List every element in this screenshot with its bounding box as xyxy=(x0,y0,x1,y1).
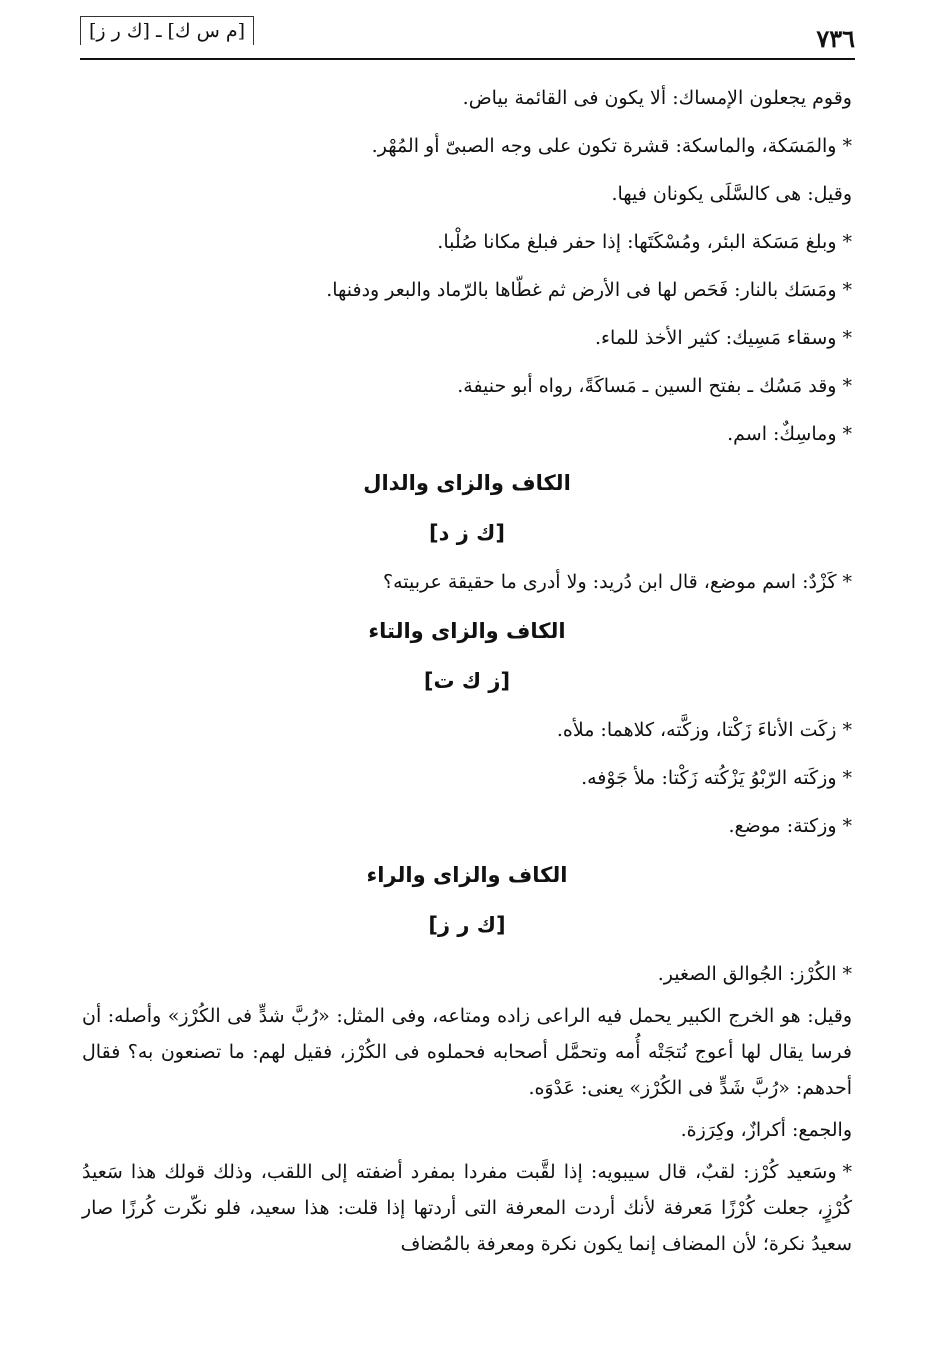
entry-marker-icon: * xyxy=(842,719,852,741)
entry-line xyxy=(82,170,852,218)
root-heading: [ك ر ز] xyxy=(428,913,506,937)
entry-line xyxy=(82,802,852,850)
entry-marker-icon: * xyxy=(842,963,852,985)
entry-line xyxy=(82,558,852,606)
entry-text: ومَسَك بالنار: فَحَص لها فى الأرض ثم غطّاها بالرّماد والبعر ودفنها. xyxy=(326,279,837,301)
entry-text: وماسِكٌ: اسم. xyxy=(727,423,837,445)
dictionary-body xyxy=(82,74,852,1262)
entry-marker-icon: * xyxy=(842,279,852,301)
entry-line xyxy=(82,218,852,266)
header-entry-range: [م س ك] ـ [ك ر ز] xyxy=(80,16,254,45)
entry-text: وقوم يجعلون الإمساك: ألا يكون فى القائمة بياض. xyxy=(462,87,852,109)
entry-text: وزكتة: موضع. xyxy=(728,815,837,837)
entry-marker-icon: * xyxy=(842,135,852,157)
entry-text: وقيل: هو الخرج الكبير يحمل فيه الراعى زاده ومتاعه، وفى المثل: «رُبَّ شدٍّ فى الكُرْز» وأصله: أن فرسا يقال لها أعوج نُتجَتْه أُمه وتحمَّل أصحابه فحملوه فى الكُرْز، فقيل لهم: ما تصنعون به؟ فقال أحدهم: «رُبَّ شَدٍّ فى الكُرْز» يعنى: عَدْوَه. xyxy=(82,1005,852,1099)
entry-line xyxy=(82,266,852,314)
entry-line xyxy=(82,362,852,410)
entry-line xyxy=(82,74,852,122)
entry-text: وقد مَسُك ـ بفتح السين ـ مَساكَةً، رواه أبو حنيفة. xyxy=(457,375,837,397)
entry-text: والجمع: أكرازٌ، وكِرَزة. xyxy=(680,1119,852,1141)
entry-text: الكُرْز: الجُوالق الصغير. xyxy=(657,963,837,985)
entry-text: وزكَته الرّبْوُ يَزْكُته زَكْتا: ملأ جَوْفه. xyxy=(581,767,837,789)
section-heading: الكاف والزاى والراء xyxy=(366,863,568,887)
root-heading: [ز ك ت] xyxy=(423,669,511,693)
entry-text: وبلغ مَسَكة البئر، ومُسْكَتَها: إذا حفر فبلغ مكانا صُلْبا. xyxy=(437,231,837,253)
entry-text: وسَعيد كُرْز: لقبٌ، قال سيبويه: إذا لقَّبت مفردا بمفرد أضفته إلى اللقب، وذلك قولك هذا سَعيدُ كُرْزٍ، جعلت كُرْزًا مَعرفة لأنك أردت المعرفة التى أردتها إذا قلت: هذا سعيد، فلو نكّرت كُرزًا صار سعيدُ نكرة؛ لأن المضاف إنما يكون نكرة ومعرفة بالمُضاف xyxy=(82,1161,852,1255)
entry-text: وقيل: هى كالسَّلَى يكونان فيها. xyxy=(611,183,852,205)
entry-text: وسقاء مَسِيك: كثير الأخذ للماء. xyxy=(594,327,837,349)
entry-marker-icon: * xyxy=(842,1161,852,1183)
entry-marker-icon: * xyxy=(842,767,852,789)
entry-paragraph xyxy=(82,1154,852,1262)
entry-marker-icon: * xyxy=(842,327,852,349)
entry-text: كَزْدٌ: اسم موضع، قال ابن دُريد: ولا أدرى ما حقيقة عربيته؟ xyxy=(382,571,837,593)
entry-marker-icon: * xyxy=(842,571,852,593)
entry-line xyxy=(82,754,852,802)
entry-marker-icon: * xyxy=(842,815,852,837)
running-header xyxy=(80,14,855,60)
entry-line xyxy=(82,706,852,754)
entry-paragraph xyxy=(82,998,852,1106)
entry-line xyxy=(82,1106,852,1154)
entry-marker-icon: * xyxy=(842,423,852,445)
entry-text: والمَسَكة، والماسكة: قشرة تكون على وجه الصبىّ أو المُهْر. xyxy=(371,135,837,157)
root-heading: [ك ز د] xyxy=(429,521,505,545)
entry-line xyxy=(82,950,852,998)
section-heading: الكاف والزاى والدال xyxy=(363,471,571,495)
page-number: ٧٣٦ xyxy=(816,24,855,53)
entry-marker-icon: * xyxy=(842,231,852,253)
entry-line xyxy=(82,410,852,458)
entry-marker-icon: * xyxy=(842,375,852,397)
entry-line xyxy=(82,122,852,170)
entry-line xyxy=(82,314,852,362)
entry-text: زكَت الأناءَ زَكْتا، وزكَّته، كلاهما: ملأه. xyxy=(556,719,837,741)
section-heading: الكاف والزاى والتاء xyxy=(368,619,566,643)
